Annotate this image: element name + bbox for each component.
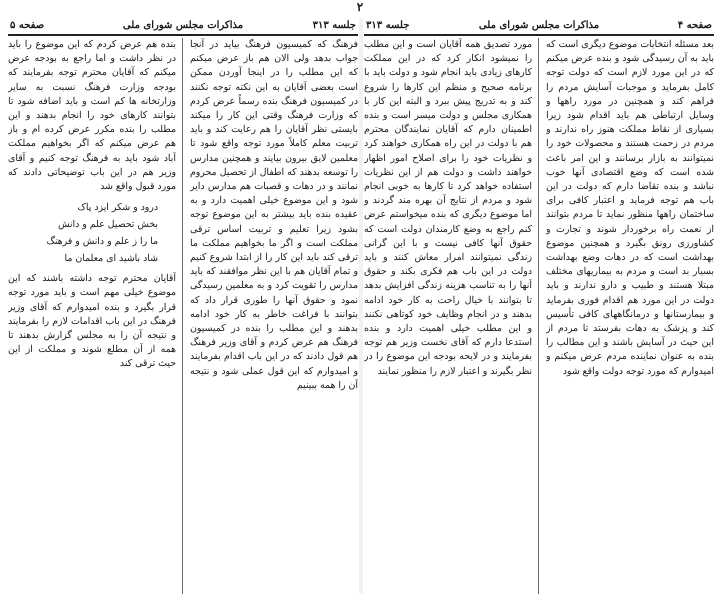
poem-line: ما را ز علم و دانش و فرهنگ [46,236,158,248]
left-page-columns [8,38,358,594]
right-page-column-right-text: بعد مسئله انتخابات موضوع دیگری است که باید به آن رسیدگی شود و بنده عرض میکنم که در این مورد لازم است که دولت توجه کامل بفرماید و موجبات آسایش مردم را فراهم کند و همچنین در مورد راهها و وسایل ارتباطی هم باید اقدام شود زیرا بسیاری از نقاط مملکت هنوز راه ندارند و مردم در زحمت هستند و محصولات خود را نمیتوانند به بازار برسانند و این امر باعث شده است که وضع اقتصادی آنها خوب نباشد و بنده تقاضا دارم که دولت در این باب هم توجه فرماید و اعتبار کافی برای ساختمان راهها منظور نماید تا مردم بتوانند از نعمت راه برخوردار شوند و تجارت و کشاورزی رونق بگیرد و همچنین موضوع بهداشت است که در دهات وضع بهداشت بسیار بد است و مردم به بیماریهای مختلف مبتلا هستند و طبیب و دارو ندارند و باید دولت در این مورد هم اقدام فوری بفرماید و بیمارستانها و درمانگاههای کافی تأسیس کند و پزشک به دهات بفرستد تا مردم از این حیث در آسایش باشند و این مطالب را بنده به عنوان نماینده مردم عرض میکنم و امیدوارم که مورد توجه دولت واقع شود [546,39,714,377]
right-session-number: جلسه ۳۱۳ [366,20,410,31]
right-page-columns [364,38,714,594]
poem-line: شاد باشید ای معلمان ما [64,253,158,265]
left-page-header [8,18,358,36]
page-gutter [359,18,363,594]
left-page-column-divider [182,38,183,594]
left-page-column-right-text: فرهنگ که کمیسیون فرهنگ بیاید در آنجا جواب بدهد ولی الان هم باز عرض میکنم که این مطلب را در اینجا آوردن ممکن است بعضی آقایان به این نکته توجه نکنند در کمیسیون فرهنگ بنده رسماً عرض کردم که وزارت فرهنگ وقتی این کار را میکند بایستی نظر آقایان را هم رعایت کند و باید تربیت معلم کاملاً مورد توجه واقع شود تا معلمین لایق بیرون بیایند و همچنین مدارس را توسعه بدهند که اطفال از تحصیل محروم نمانند و در دهات و قصبات هم مدارس دایر شود و این موضوع خیلی اهمیت دارد و به عقیده بنده باید بیشتر به این موضوع توجه بشود زیرا تعلیم و تربیت اساس ترقی مملکت است و اگر ما بخواهیم مملکت ما ترقی کند باید این کار را از ابتدا شروع کنیم و تمام آقایان هم با این نظر موافقند که باید مدارس را تقویت کرد و به معلمین رسیدگی نمود و حقوق آنها را طوری قرار داد که بتوانند با فراغت خاطر به کار خود ادامه بدهند و این مطلب را بنده در کمیسیون فرهنگ هم عرض کردم و آقای وزیر فرهنگ هم قول دادند که در این باب اقدام بفرمایند و امیدوارم که این قول عملی شود و نتیجه آن را همه ببینیم [190,39,358,391]
right-page-column-left-text: مورد تصدیق همه آقایان است و این مطلب را نمیشود انکار کرد که در این مملکت کارهای زیادی باید انجام شود و دولت باید با برنامه صحیح و منظم این کارها را شروع کند و به تدریج پیش ببرد و البته این کار با همکاری مجلس و دولت میسر است و بنده اطمینان دارم که آقایان نمایندگان محترم هم با دولت در این راه همکاری خواهند کرد و نظریات خود را برای اصلاح امور اظهار خواهند داشت و دولت هم از این نظریات استفاده خواهد کرد تا کارها به خوبی انجام شود و مردم از نتایج آن بهره مند گردند و اما موضوع دیگری که بنده میخواستم عرض کنم راجع به وضع کارمندان دولت است که حقوق آنها کافی نیست و با این گرانی زندگی نمیتوانند امرار معاش کنند و باید دولت در این باب هم فکری بکند و حقوق آنها را به تناسب هزینه زندگی افزایش بدهد تا بتوانند با خیال راحت به کار خود ادامه بدهند و در انجام وظایف خود کوتاهی نکنند و این مطلب خیلی اهمیت دارد و بنده استدعا دارم که آقای نخست وزیر هم توجه بفرمایند و در لایحه بودجه این موضوع را در نظر بگیرند و اعتبار لازم را منظور نمایند [364,39,532,377]
right-page-number: صفحه ۴ [677,20,712,31]
left-page-column-left [8,38,176,594]
poem-line: بخش تحصیل علم و دانش [57,219,158,231]
right-page-header [364,18,714,36]
right-header-title: مذاکرات مجلس شورای ملی [478,20,600,31]
left-page-column-left-tail: آقایان محترم توجه داشته باشند که این موضوع خیلی مهم است و باید مورد توجه قرار بگیرد و بنده امیدوارم که آقای وزیر فرهنگ در این باب اقدامات لازم را بفرمایند و نتیجه آن را به مجلس گزارش بدهند تا همه از آن مطلع شوند و مملکت از این حیث ترقی کند [8,273,176,370]
right-page-column-left [364,38,532,594]
left-page-column-left-text: بنده هم عرض کردم که این موضوع را باید در نظر داشت و اما راجع به بودجه عرض میکنم که آقایان محترم توجه بفرمایند که بودجه وزارت فرهنگ نسبت به سایر وزارتخانه ها کم است و باید اضافه شود تا بتوانند کارهای خود را انجام بدهند و این مطلب را بنده مکرر عرض کرده ام و باز هم عرض میکنم که اگر بخواهیم مملکت آباد شود باید به فرهنگ توجه کنیم و آقای وزیر هم در این باب توضیحاتی دادند که مورد قبول واقع شد [8,39,176,193]
right-page-column-right [546,38,714,594]
left-session-number: جلسه ۳۱۳ [312,20,356,31]
left-header-title: مذاکرات مجلس شورای ملی [122,20,244,31]
poem-block [8,200,176,266]
left-page-column-right [190,38,358,594]
left-page [8,18,358,594]
left-page-number: صفحه ۵ [10,20,45,31]
right-page [364,18,714,594]
top-center-mark: ۲ [356,0,364,14]
right-page-column-divider [538,38,539,594]
poem-line: درود و شکر ایزد پاک [77,202,158,214]
